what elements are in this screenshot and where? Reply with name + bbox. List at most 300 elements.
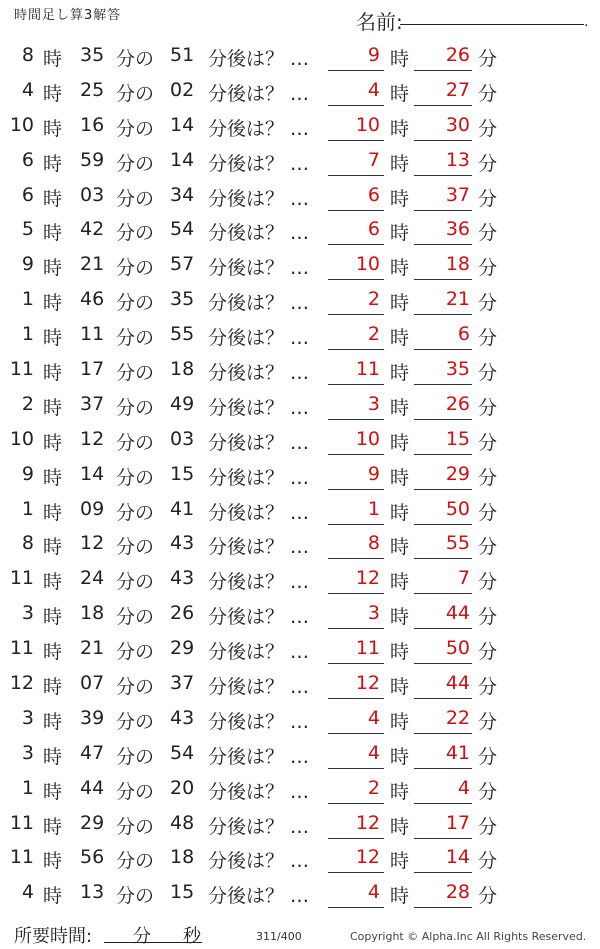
answer-minute-blank[interactable]	[414, 140, 472, 141]
problem-row	[0, 40, 600, 75]
start-hour: 4	[21, 78, 34, 101]
answer-hour: 4	[367, 78, 380, 101]
answer-hour-label: 時	[390, 780, 410, 803]
hour-label: 時	[43, 850, 63, 873]
start-minute: 39	[80, 706, 105, 729]
answer-minute: 30	[445, 113, 470, 136]
answer-hour-label: 時	[390, 606, 410, 629]
answer-hour-blank[interactable]	[328, 524, 384, 525]
hour-label: 時	[43, 536, 63, 559]
minute-of-label: 分の	[116, 850, 155, 873]
answer-minute-blank[interactable]	[414, 628, 472, 629]
minute-of-label: 分の	[116, 780, 155, 803]
start-hour: 3	[21, 602, 34, 625]
added-minutes: 55	[170, 323, 195, 346]
minute-of-label: 分の	[116, 641, 155, 664]
answer-minute-label: 分	[478, 571, 498, 594]
answer-minute-label: 分	[478, 745, 498, 768]
answer-hour: 12	[355, 846, 380, 869]
hour-label: 時	[43, 641, 63, 664]
problem-row	[0, 145, 600, 180]
answer-hour-label: 時	[390, 710, 410, 733]
answer-hour-label: 時	[390, 48, 410, 70]
minute-of-label: 分の	[116, 396, 155, 419]
hour-label: 時	[43, 396, 63, 419]
minute-of-label: 分の	[116, 536, 155, 559]
answer-minute-blank[interactable]	[414, 349, 472, 350]
answer-minute-label: 分	[478, 117, 498, 140]
minute-of-label: 分の	[116, 117, 155, 140]
answer-hour-blank[interactable]	[328, 419, 384, 420]
answer-hour-blank[interactable]	[328, 210, 384, 211]
minutes-later-label: 分後は？ …	[208, 501, 310, 524]
start-minute: 46	[80, 288, 105, 311]
page-number: 311/400	[256, 930, 302, 943]
start-minute: 24	[80, 567, 105, 590]
answer-minute-blank[interactable]	[414, 384, 472, 385]
answer-minute-label: 分	[478, 152, 498, 175]
answer-minute-blank[interactable]	[414, 838, 472, 839]
added-minutes: 29	[170, 637, 195, 660]
start-minute: 09	[80, 497, 105, 520]
minutes-later-label: 分後は？ …	[208, 606, 310, 629]
answer-hour: 4	[367, 881, 380, 904]
added-minutes: 18	[170, 358, 195, 381]
problem-row	[0, 842, 600, 877]
answer-hour-blank[interactable]	[328, 349, 384, 350]
hour-label: 時	[43, 466, 63, 489]
answer-hour-label: 時	[390, 257, 410, 280]
answer-hour-label: 時	[390, 676, 410, 699]
problem-row	[0, 563, 600, 598]
answer-minute-label: 分	[478, 48, 498, 70]
answer-hour-label: 時	[390, 571, 410, 594]
answer-minute-blank[interactable]	[414, 907, 472, 908]
minute-of-label: 分の	[116, 710, 155, 733]
minute-of-label: 分の	[116, 222, 155, 245]
hour-label: 時	[43, 606, 63, 629]
problem-row	[0, 668, 600, 703]
answer-minute-label: 分	[478, 676, 498, 699]
minutes-later-label: 分後は？ …	[208, 362, 310, 385]
hour-label: 時	[43, 48, 63, 70]
hour-label: 時	[43, 815, 63, 838]
problem-row	[0, 180, 600, 215]
start-hour: 1	[21, 497, 34, 520]
answer-hour: 10	[355, 113, 380, 136]
problem-row	[0, 459, 600, 494]
minutes-later-label: 分後は？ …	[208, 536, 310, 559]
problem-row	[0, 319, 600, 354]
added-minutes: 18	[170, 846, 195, 869]
minutes-later-label: 分後は？ …	[208, 676, 310, 699]
minutes-later-label: 分後は？ …	[208, 187, 310, 210]
answer-hour-label: 時	[390, 885, 410, 908]
hour-label: 時	[43, 327, 63, 350]
problem-row	[0, 75, 600, 110]
answer-hour-blank[interactable]	[328, 663, 384, 664]
hour-label: 時	[43, 257, 63, 280]
answer-hour: 2	[367, 776, 380, 799]
start-minute: 42	[80, 218, 105, 241]
problem-row	[0, 249, 600, 284]
minutes-later-label: 分後は？ …	[208, 780, 310, 803]
minute-of-label: 分の	[116, 466, 155, 489]
start-hour: 4	[21, 881, 34, 904]
added-minutes: 14	[170, 113, 195, 136]
answer-hour-label: 時	[390, 431, 410, 454]
problem-row	[0, 877, 600, 912]
hour-label: 時	[43, 222, 63, 245]
start-minute: 44	[80, 776, 105, 799]
copyright-text: Copyright © Alpha.Inc All Rights Reserved.	[350, 930, 587, 943]
answer-minute-blank[interactable]	[414, 314, 472, 315]
elapsed-time-label: 所要時間:	[14, 926, 93, 947]
added-minutes: 03	[170, 427, 195, 450]
answer-hour: 11	[355, 637, 380, 660]
answer-minute-blank[interactable]	[414, 663, 472, 664]
answer-minute: 4	[457, 776, 470, 799]
minute-of-label: 分の	[116, 606, 155, 629]
answer-minute-blank[interactable]	[414, 768, 472, 769]
start-minute: 16	[80, 113, 105, 136]
added-minutes: 15	[170, 881, 195, 904]
answer-minute-blank[interactable]	[414, 593, 472, 594]
hour-label: 時	[43, 152, 63, 175]
start-hour: 9	[21, 462, 34, 485]
answer-minute-blank[interactable]	[414, 210, 472, 211]
problem-row	[0, 354, 600, 389]
hour-label: 時	[43, 292, 63, 315]
answer-minute-blank[interactable]	[414, 524, 472, 525]
problem-row	[0, 528, 600, 563]
minutes-later-label: 分後は？ …	[208, 745, 310, 768]
hour-label: 時	[43, 117, 63, 140]
answer-hour: 3	[367, 392, 380, 415]
elapsed-minute-unit: 分	[133, 926, 151, 947]
hour-label: 時	[43, 676, 63, 699]
hour-label: 時	[43, 187, 63, 210]
hour-label: 時	[43, 431, 63, 454]
answer-minute: 29	[445, 462, 470, 485]
minutes-later-label: 分後は？ …	[208, 885, 310, 908]
added-minutes: 54	[170, 218, 195, 241]
start-hour: 9	[21, 253, 34, 276]
answer-hour-blank[interactable]	[328, 140, 384, 141]
answer-hour-blank[interactable]	[328, 244, 384, 245]
problem-row	[0, 424, 600, 459]
start-hour: 12	[9, 672, 34, 695]
minute-of-label: 分の	[116, 152, 155, 175]
answer-hour-blank[interactable]	[328, 768, 384, 769]
answer-hour: 12	[355, 672, 380, 695]
start-hour: 11	[9, 358, 34, 381]
minutes-later-label: 分後は？ …	[208, 292, 310, 315]
answer-hour-blank[interactable]	[328, 454, 384, 455]
answer-hour-label: 時	[390, 745, 410, 768]
answer-hour-label: 時	[390, 536, 410, 559]
answer-hour-blank[interactable]	[328, 593, 384, 594]
added-minutes: 43	[170, 532, 195, 555]
answer-hour: 3	[367, 602, 380, 625]
minute-of-label: 分の	[116, 676, 155, 699]
start-minute: 13	[80, 881, 105, 904]
added-minutes: 02	[170, 78, 195, 101]
answer-minute-label: 分	[478, 710, 498, 733]
answer-hour-label: 時	[390, 82, 410, 105]
name-dot: .	[584, 14, 589, 30]
answer-minute-blank[interactable]	[414, 872, 472, 873]
problem-row	[0, 214, 600, 249]
answer-minute: 14	[445, 846, 470, 869]
worksheet-title: 時間足し算3解答	[14, 8, 122, 23]
start-hour: 3	[21, 741, 34, 764]
answer-hour-label: 時	[390, 187, 410, 210]
start-hour: 6	[21, 183, 34, 206]
minutes-later-label: 分後は？ …	[208, 710, 310, 733]
answer-hour: 2	[367, 288, 380, 311]
minutes-later-label: 分後は？ …	[208, 396, 310, 419]
answer-hour: 4	[367, 741, 380, 764]
answer-hour-label: 時	[390, 396, 410, 419]
start-minute: 12	[80, 532, 105, 555]
answer-minute-label: 分	[478, 501, 498, 524]
minute-of-label: 分の	[116, 571, 155, 594]
added-minutes: 35	[170, 288, 195, 311]
answer-minute-label: 分	[478, 222, 498, 245]
start-hour: 5	[21, 218, 34, 241]
answer-minute: 27	[445, 78, 470, 101]
answer-minute-blank[interactable]	[414, 803, 472, 804]
answer-minute-blank[interactable]	[414, 279, 472, 280]
problem-row	[0, 284, 600, 319]
problem-row	[0, 494, 600, 529]
answer-minute: 13	[445, 148, 470, 171]
start-minute: 03	[80, 183, 105, 206]
answer-minute: 7	[457, 567, 470, 590]
answer-hour-label: 時	[390, 641, 410, 664]
hour-label: 時	[43, 780, 63, 803]
minute-of-label: 分の	[116, 362, 155, 385]
answer-minute: 28	[445, 881, 470, 904]
answer-minute-blank[interactable]	[414, 70, 472, 71]
start-hour: 6	[21, 148, 34, 171]
answer-minute-blank[interactable]	[414, 558, 472, 559]
answer-minute: 18	[445, 253, 470, 276]
problem-row	[0, 703, 600, 738]
minute-of-label: 分の	[116, 292, 155, 315]
answer-hour-blank[interactable]	[328, 384, 384, 385]
problem-row	[0, 389, 600, 424]
answer-hour: 12	[355, 567, 380, 590]
start-minute: 56	[80, 846, 105, 869]
answer-minute-label: 分	[478, 362, 498, 385]
answer-hour-label: 時	[390, 117, 410, 140]
minutes-later-label: 分後は？ …	[208, 327, 310, 350]
answer-hour-blank[interactable]	[328, 872, 384, 873]
start-hour: 11	[9, 637, 34, 660]
minute-of-label: 分の	[116, 327, 155, 350]
answer-hour-blank[interactable]	[328, 698, 384, 699]
minutes-later-label: 分後は？ …	[208, 641, 310, 664]
start-hour: 3	[21, 706, 34, 729]
answer-hour: 2	[367, 323, 380, 346]
hour-label: 時	[43, 710, 63, 733]
start-hour: 11	[9, 811, 34, 834]
problem-list	[0, 40, 600, 912]
minutes-later-label: 分後は？ …	[208, 257, 310, 280]
added-minutes: 43	[170, 706, 195, 729]
answer-hour-blank[interactable]	[328, 105, 384, 106]
minute-of-label: 分の	[116, 48, 155, 70]
answer-hour-label: 時	[390, 327, 410, 350]
added-minutes: 51	[170, 44, 195, 66]
answer-minute: 44	[445, 672, 470, 695]
answer-hour-label: 時	[390, 850, 410, 873]
answer-hour-blank[interactable]	[328, 175, 384, 176]
answer-hour-label: 時	[390, 292, 410, 315]
answer-minute: 35	[445, 358, 470, 381]
answer-minute-label: 分	[478, 431, 498, 454]
start-minute: 37	[80, 392, 105, 415]
answer-hour-blank[interactable]	[328, 907, 384, 908]
added-minutes: 20	[170, 776, 195, 799]
answer-minute-label: 分	[478, 815, 498, 838]
answer-minute: 41	[445, 741, 470, 764]
answer-minute-blank[interactable]	[414, 175, 472, 176]
start-minute: 17	[80, 358, 105, 381]
minute-of-label: 分の	[116, 885, 155, 908]
problem-row	[0, 738, 600, 773]
start-hour: 2	[21, 392, 34, 415]
answer-minute-label: 分	[478, 187, 498, 210]
answer-minute-label: 分	[478, 885, 498, 908]
minute-of-label: 分の	[116, 431, 155, 454]
hour-label: 時	[43, 362, 63, 385]
added-minutes: 41	[170, 497, 195, 520]
answer-minute-blank[interactable]	[414, 244, 472, 245]
minute-of-label: 分の	[116, 815, 155, 838]
answer-minute: 15	[445, 427, 470, 450]
start-minute: 14	[80, 462, 105, 485]
answer-minute-blank[interactable]	[414, 698, 472, 699]
start-minute: 21	[80, 253, 105, 276]
name-label: 名前:	[356, 10, 403, 34]
added-minutes: 14	[170, 148, 195, 171]
added-minutes: 49	[170, 392, 195, 415]
answer-minute-blank[interactable]	[414, 454, 472, 455]
answer-hour-label: 時	[390, 815, 410, 838]
minutes-later-label: 分後は？ …	[208, 466, 310, 489]
answer-minute: 36	[445, 218, 470, 241]
answer-hour-label: 時	[390, 222, 410, 245]
added-minutes: 54	[170, 741, 195, 764]
minutes-later-label: 分後は？ …	[208, 222, 310, 245]
answer-hour-label: 時	[390, 466, 410, 489]
answer-minute-blank[interactable]	[414, 419, 472, 420]
answer-hour: 6	[367, 218, 380, 241]
answer-hour-blank[interactable]	[328, 70, 384, 71]
added-minutes: 34	[170, 183, 195, 206]
answer-hour-blank[interactable]	[328, 733, 384, 734]
answer-hour: 6	[367, 183, 380, 206]
answer-minute: 17	[445, 811, 470, 834]
minutes-later-label: 分後は？ …	[208, 82, 310, 105]
problem-row	[0, 598, 600, 633]
answer-hour-blank[interactable]	[328, 838, 384, 839]
answer-minute-blank[interactable]	[414, 489, 472, 490]
start-hour: 8	[21, 532, 34, 555]
answer-minute-blank[interactable]	[414, 733, 472, 734]
minute-of-label: 分の	[116, 745, 155, 768]
start-minute: 35	[80, 44, 105, 66]
start-hour: 11	[9, 567, 34, 590]
answer-minute-label: 分	[478, 82, 498, 105]
answer-hour-blank[interactable]	[328, 314, 384, 315]
start-minute: 21	[80, 637, 105, 660]
answer-minute: 44	[445, 602, 470, 625]
problem-row	[0, 808, 600, 843]
name-field-line[interactable]	[400, 24, 584, 25]
start-hour: 8	[21, 44, 34, 66]
minute-of-label: 分の	[116, 82, 155, 105]
answer-hour: 1	[367, 497, 380, 520]
answer-hour-blank[interactable]	[328, 558, 384, 559]
answer-hour-blank[interactable]	[328, 803, 384, 804]
answer-minute: 50	[445, 637, 470, 660]
answer-hour: 11	[355, 358, 380, 381]
start-hour: 10	[9, 427, 34, 450]
answer-hour-blank[interactable]	[328, 489, 384, 490]
answer-hour-blank[interactable]	[328, 628, 384, 629]
answer-minute-label: 分	[478, 257, 498, 280]
hour-label: 時	[43, 885, 63, 908]
answer-hour: 9	[367, 44, 380, 66]
minutes-later-label: 分後は？ …	[208, 431, 310, 454]
hour-label: 時	[43, 571, 63, 594]
minutes-later-label: 分後は？ …	[208, 117, 310, 140]
answer-minute-label: 分	[478, 606, 498, 629]
answer-hour-label: 時	[390, 152, 410, 175]
added-minutes: 43	[170, 567, 195, 590]
minutes-later-label: 分後は？ …	[208, 152, 310, 175]
minutes-later-label: 分後は？ …	[208, 48, 310, 70]
answer-minute-blank[interactable]	[414, 105, 472, 106]
answer-minute: 50	[445, 497, 470, 520]
start-minute: 29	[80, 811, 105, 834]
start-minute: 18	[80, 602, 105, 625]
problem-row	[0, 773, 600, 808]
hour-label: 時	[43, 501, 63, 524]
answer-minute-label: 分	[478, 536, 498, 559]
start-minute: 11	[80, 323, 105, 346]
start-minute: 07	[80, 672, 105, 695]
answer-minute-label: 分	[478, 292, 498, 315]
start-hour: 1	[21, 288, 34, 311]
answer-hour-label: 時	[390, 362, 410, 385]
answer-minute: 21	[445, 288, 470, 311]
answer-minute-label: 分	[478, 396, 498, 419]
answer-minute-label: 分	[478, 466, 498, 489]
answer-minute: 22	[445, 706, 470, 729]
answer-hour: 7	[367, 148, 380, 171]
answer-hour: 10	[355, 253, 380, 276]
answer-minute-label: 分	[478, 327, 498, 350]
answer-minute-label: 分	[478, 850, 498, 873]
added-minutes: 15	[170, 462, 195, 485]
added-minutes: 48	[170, 811, 195, 834]
answer-hour-blank[interactable]	[328, 279, 384, 280]
